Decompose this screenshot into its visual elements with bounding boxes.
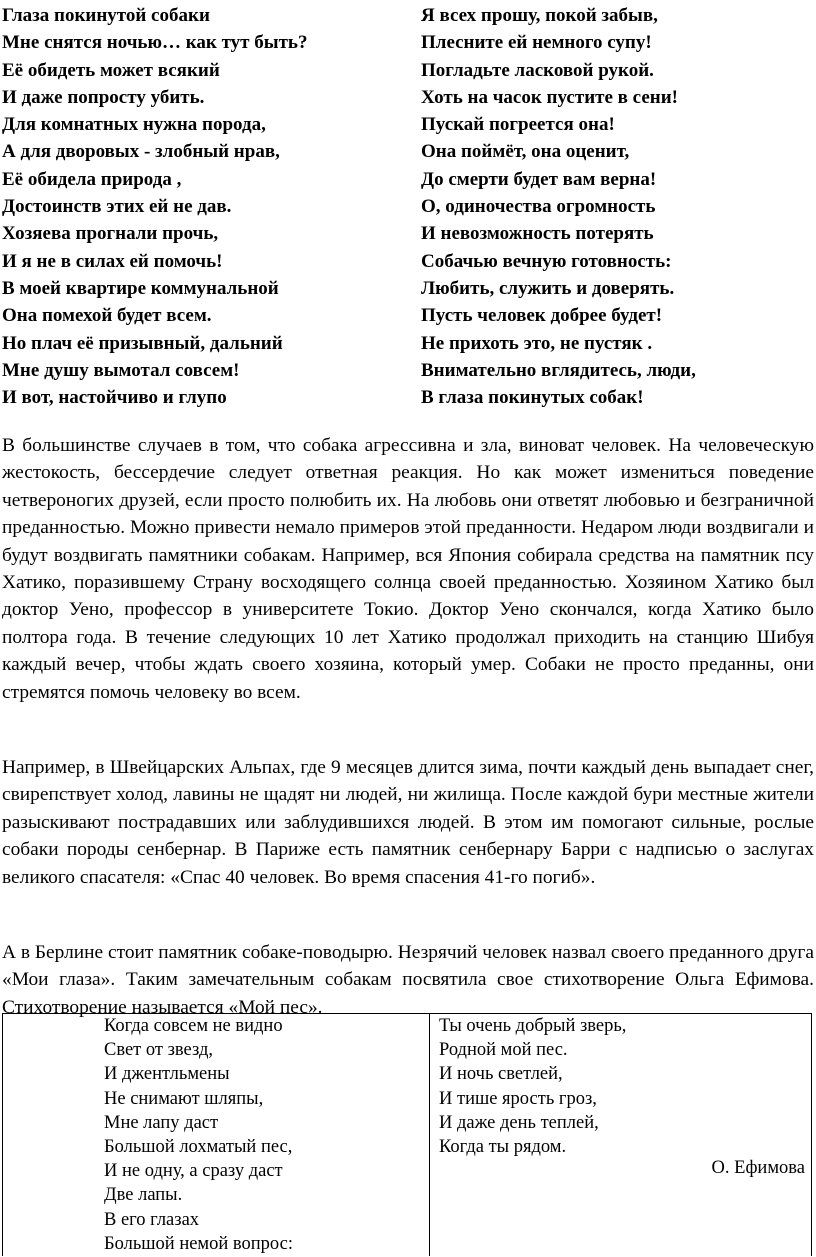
poem-line: Любить, служить и доверять. [421,277,675,299]
poem-line: Хоть на часок пустите в сени! [421,86,678,108]
poem-line: Она поймёт, она оценит, [421,141,630,163]
poem-line: В моей квартире коммунальной [2,277,279,299]
poem-line: В его глазах [104,1209,200,1230]
poem-line: Родной мой пес. [439,1040,568,1061]
poem-line: Большой немой вопрос: [104,1233,293,1254]
table-column-divider [429,1014,430,1256]
poem-line: Две лапы. [104,1185,183,1206]
poem-line: И тише ярость гроз, [439,1088,597,1109]
poem-line: До смерти будет вам верна! [421,168,657,190]
poem-line: Её обидела природа , [2,168,182,190]
paragraph-hachiko: В большинстве случаев в том, что собака агрессивна и зла, виноват человек. На человеческую жестокость, бессердечие следует ответная реакция. Но как может измениться поведение четвероногих друзей, если просто полюбить их. На любовь они ответят любовью и безграничной преданностью. Можно привести немало примеров этой преданности. Недаром люди воздвигали и будут воздвигать памятники собакам. Например, вся Япония собирала средства на памятник псу Хатико, поразившему Страну восходящего солнца своей преданностью. Хозяином Хатико был доктор Уено, профессор в университете Токио. Доктор Уено скончался, когда Хатико было полтора года. В течение следующих 10 лет Хатико продолжал приходить на станцию Шибуя каждый вечер, чтобы ждать своего хозяина, который умер. Собаки не просто преданны, они стремятся помочь человеку во всем. [2,435,814,703]
poem-line: Для комнатных нужна порода, [2,114,266,136]
poem-line: Достоинств этих ей не дав. [2,196,232,218]
poem-line: Собачью вечную готовность: [421,250,672,272]
poem-abandoned-dog [0,2,816,412]
poem-line: Пускай погреется она! [421,114,615,136]
poem-line: Её обидеть может всякий [2,59,220,81]
poem-author: О. Ефимова [711,1158,805,1178]
poem-line: И даже день теплей, [439,1112,599,1133]
poem-left-column [2,2,307,411]
poem-line: Пусть человек добрее будет! [421,305,663,327]
poem-line: Погладьте ласковой рукой. [421,59,654,81]
poem-line: Мне душу вымотал совсем! [2,359,240,381]
paragraph-saint-bernard: Например, в Швейцарских Альпах, где 9 месяцев длится зима, почти каждый день выпадает снег, свирепствует холод, лавины не щадят ни людей, ни жилища. После каждой бури местные жители разыскивают пострадавших или заблудившихся людей. В этом им помогают сильные, рослые собаки породы сенбернар. В Париже есть памятник сенбернару Барри с надписью о заслугах великого спасателя: «Спас 40 человек. Во время спасения 41-го погиб». [2,757,814,888]
poem-line: Большой лохматый пес, [104,1137,293,1158]
poem-table-left-cell [104,1014,293,1256]
poem-line: И не одну, а сразу даст [104,1161,283,1182]
poem-line: Ты очень добрый зверь, [439,1016,627,1036]
poem-line: Не снимают шляпы, [104,1088,264,1109]
poem-line: И вот, настойчиво и глупо [2,387,227,409]
poem-line: Плесните ей немного супу! [421,32,652,54]
poem-line: Она помехой будет всем. [2,305,212,327]
poem-line: И даже попросту убить. [2,86,205,108]
poem-line: Свет от звезд, [104,1040,213,1061]
poem-line: И джентльмены [104,1064,230,1085]
poem-line: И невозможность потерять [421,223,654,245]
poem-line: И я не в силах ей помочь! [2,250,223,272]
poem-line: А для дворовых - злобный нрав, [2,141,280,163]
poem-line: О, одиночества огромность [421,196,656,218]
poem-line: Когда совсем не видно [104,1016,283,1036]
poem-line: Мне снятся ночью… как тут быть? [2,32,308,54]
paragraph-guide-dog: А в Берлине стоит памятник собаке-поводырю. Незрячий человек назвал своего преданного друга «Мои глаза». Таким замечательным собакам посвятила свое стихотворение Ольга Ефимова. Стихотворение называется «Мой пес». [2,942,814,1018]
poem-line: Глаза покинутой собаки [2,5,210,26]
poem-line: Когда ты рядом. [439,1137,567,1158]
poem-line: В глаза покинутых собак! [421,387,644,409]
poem-line: Я всех прошу, покой забыв, [421,5,658,26]
poem-line: Мне лапу даст [104,1112,219,1133]
poem-line: Но плач её призывный, дальний [2,332,283,354]
poem-line: Внимательно вглядитесь, люди, [421,359,696,381]
poem-line: И ночь светлей, [439,1064,563,1085]
poem-line: Хозяева прогнали прочь, [2,223,219,245]
poem-line: Не прихоть это, не пустяк . [421,332,653,354]
poem-my-dog-table [2,1013,812,1256]
poem-right-column [421,2,696,411]
poem-table-right-cell [439,1014,626,1159]
